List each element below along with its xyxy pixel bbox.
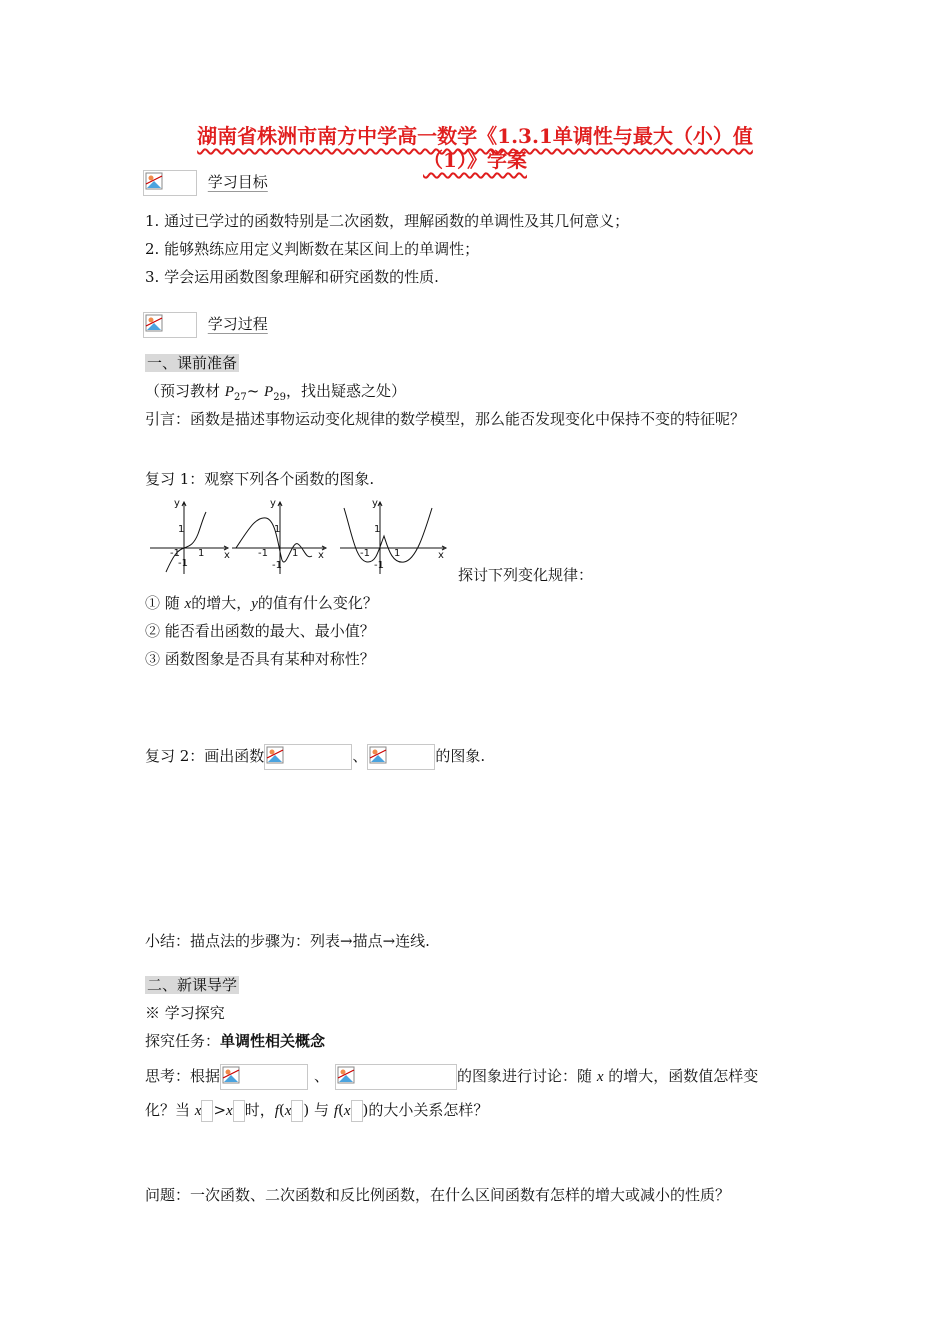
goal-item: 2. 能够熟练应用定义判断数在某区间上的单调性； xyxy=(145,240,480,258)
tick-label: -1 xyxy=(258,548,268,559)
axis-label: x xyxy=(224,550,230,561)
page-title-line1: 湖南省株洲市南方中学高一数学《1.3.1单调性与最大（小）值 xyxy=(197,124,753,148)
intro-text: 引言：函数是描述事物运动变化规律的数学模型，那么能否发现变化中保持不变的特征呢？ xyxy=(145,410,746,428)
goal-item: 3. 学会运用函数图象理解和研究函数的性质. xyxy=(145,268,439,286)
task-line: 探究任务：单调性相关概念 xyxy=(145,1032,326,1050)
subscript-image xyxy=(233,1100,245,1122)
axis-label: y xyxy=(270,498,276,509)
broken-image-icon xyxy=(143,312,197,338)
process-heading-row xyxy=(143,312,268,338)
tick-label: 1 xyxy=(292,548,299,559)
tick-label: -1 xyxy=(360,548,370,559)
goal-item: 1. 通过已学过的函数特别是二次函数，理解函数的单调性及其几何意义； xyxy=(145,212,630,230)
axis-label: y xyxy=(174,498,180,509)
axis-label: x xyxy=(438,550,444,561)
tick-label: 1 xyxy=(394,548,401,559)
goals-heading: 学习目标 xyxy=(207,173,268,191)
tick-label: -1 xyxy=(272,560,282,571)
question-3: ③ 函数图象是否具有某种对称性？ xyxy=(145,650,375,668)
page-title-line2: （1）》学案 xyxy=(423,148,527,172)
question-1: ① 随 x的增大，y的值有什么变化？ xyxy=(145,594,378,612)
tick-label: 1 xyxy=(274,524,281,535)
axis-label: y xyxy=(372,498,378,509)
tick-label: -1 xyxy=(178,558,188,569)
graph-3 xyxy=(340,502,446,574)
formula-image xyxy=(220,1064,308,1090)
subscript-image xyxy=(201,1100,213,1122)
axis-label: x xyxy=(318,550,324,561)
subscript-image xyxy=(291,1100,303,1122)
part1-heading: 一、课前准备 xyxy=(147,354,238,372)
tick-label: -1 xyxy=(170,548,180,559)
tick-label: -1 xyxy=(374,560,384,571)
formula-image xyxy=(264,744,352,770)
part2-heading: 二、新课导学 xyxy=(147,976,238,994)
think-line-2: 化？当 x >x 时，f(x ) 与 f(x )的大小关系怎样？ xyxy=(145,1100,488,1122)
function-graphs xyxy=(148,494,448,578)
subscript-image xyxy=(351,1100,363,1122)
think-line: 思考：根据 、 的图象进行讨论：随 x 的增大，函数值怎样变 xyxy=(145,1064,758,1090)
review1-text: 复习 1：观察下列各个函数的图象. xyxy=(145,470,375,488)
tick-label: 1 xyxy=(178,524,185,535)
question-2: ② 能否看出函数的最大、最小值？ xyxy=(145,622,375,640)
process-heading: 学习过程 xyxy=(207,315,268,333)
formula-image xyxy=(335,1064,457,1090)
tick-label: 1 xyxy=(198,548,205,559)
tick-label: 1 xyxy=(374,524,381,535)
problem-text: 问题：一次函数、二次函数和反比例函数，在什么区间函数有怎样的增大或减小的性质？ xyxy=(145,1186,731,1204)
formula-image xyxy=(367,744,435,770)
graph-1 xyxy=(150,502,228,574)
summary-text: 小结：描点法的步骤为：列表→描点→连线. xyxy=(145,932,430,950)
study-explore: ※ 学习探究 xyxy=(145,1004,225,1022)
preview-line: （预习教材 $P_{27}\sim$ $P_{29}$，找出疑惑之处） xyxy=(145,382,406,403)
explore-label: 探讨下列变化规律： xyxy=(458,566,594,584)
goals-heading-row xyxy=(143,170,268,196)
review2-line: 复习 2：画出函数 、 的图象. xyxy=(145,744,485,770)
broken-image-icon xyxy=(143,170,197,196)
